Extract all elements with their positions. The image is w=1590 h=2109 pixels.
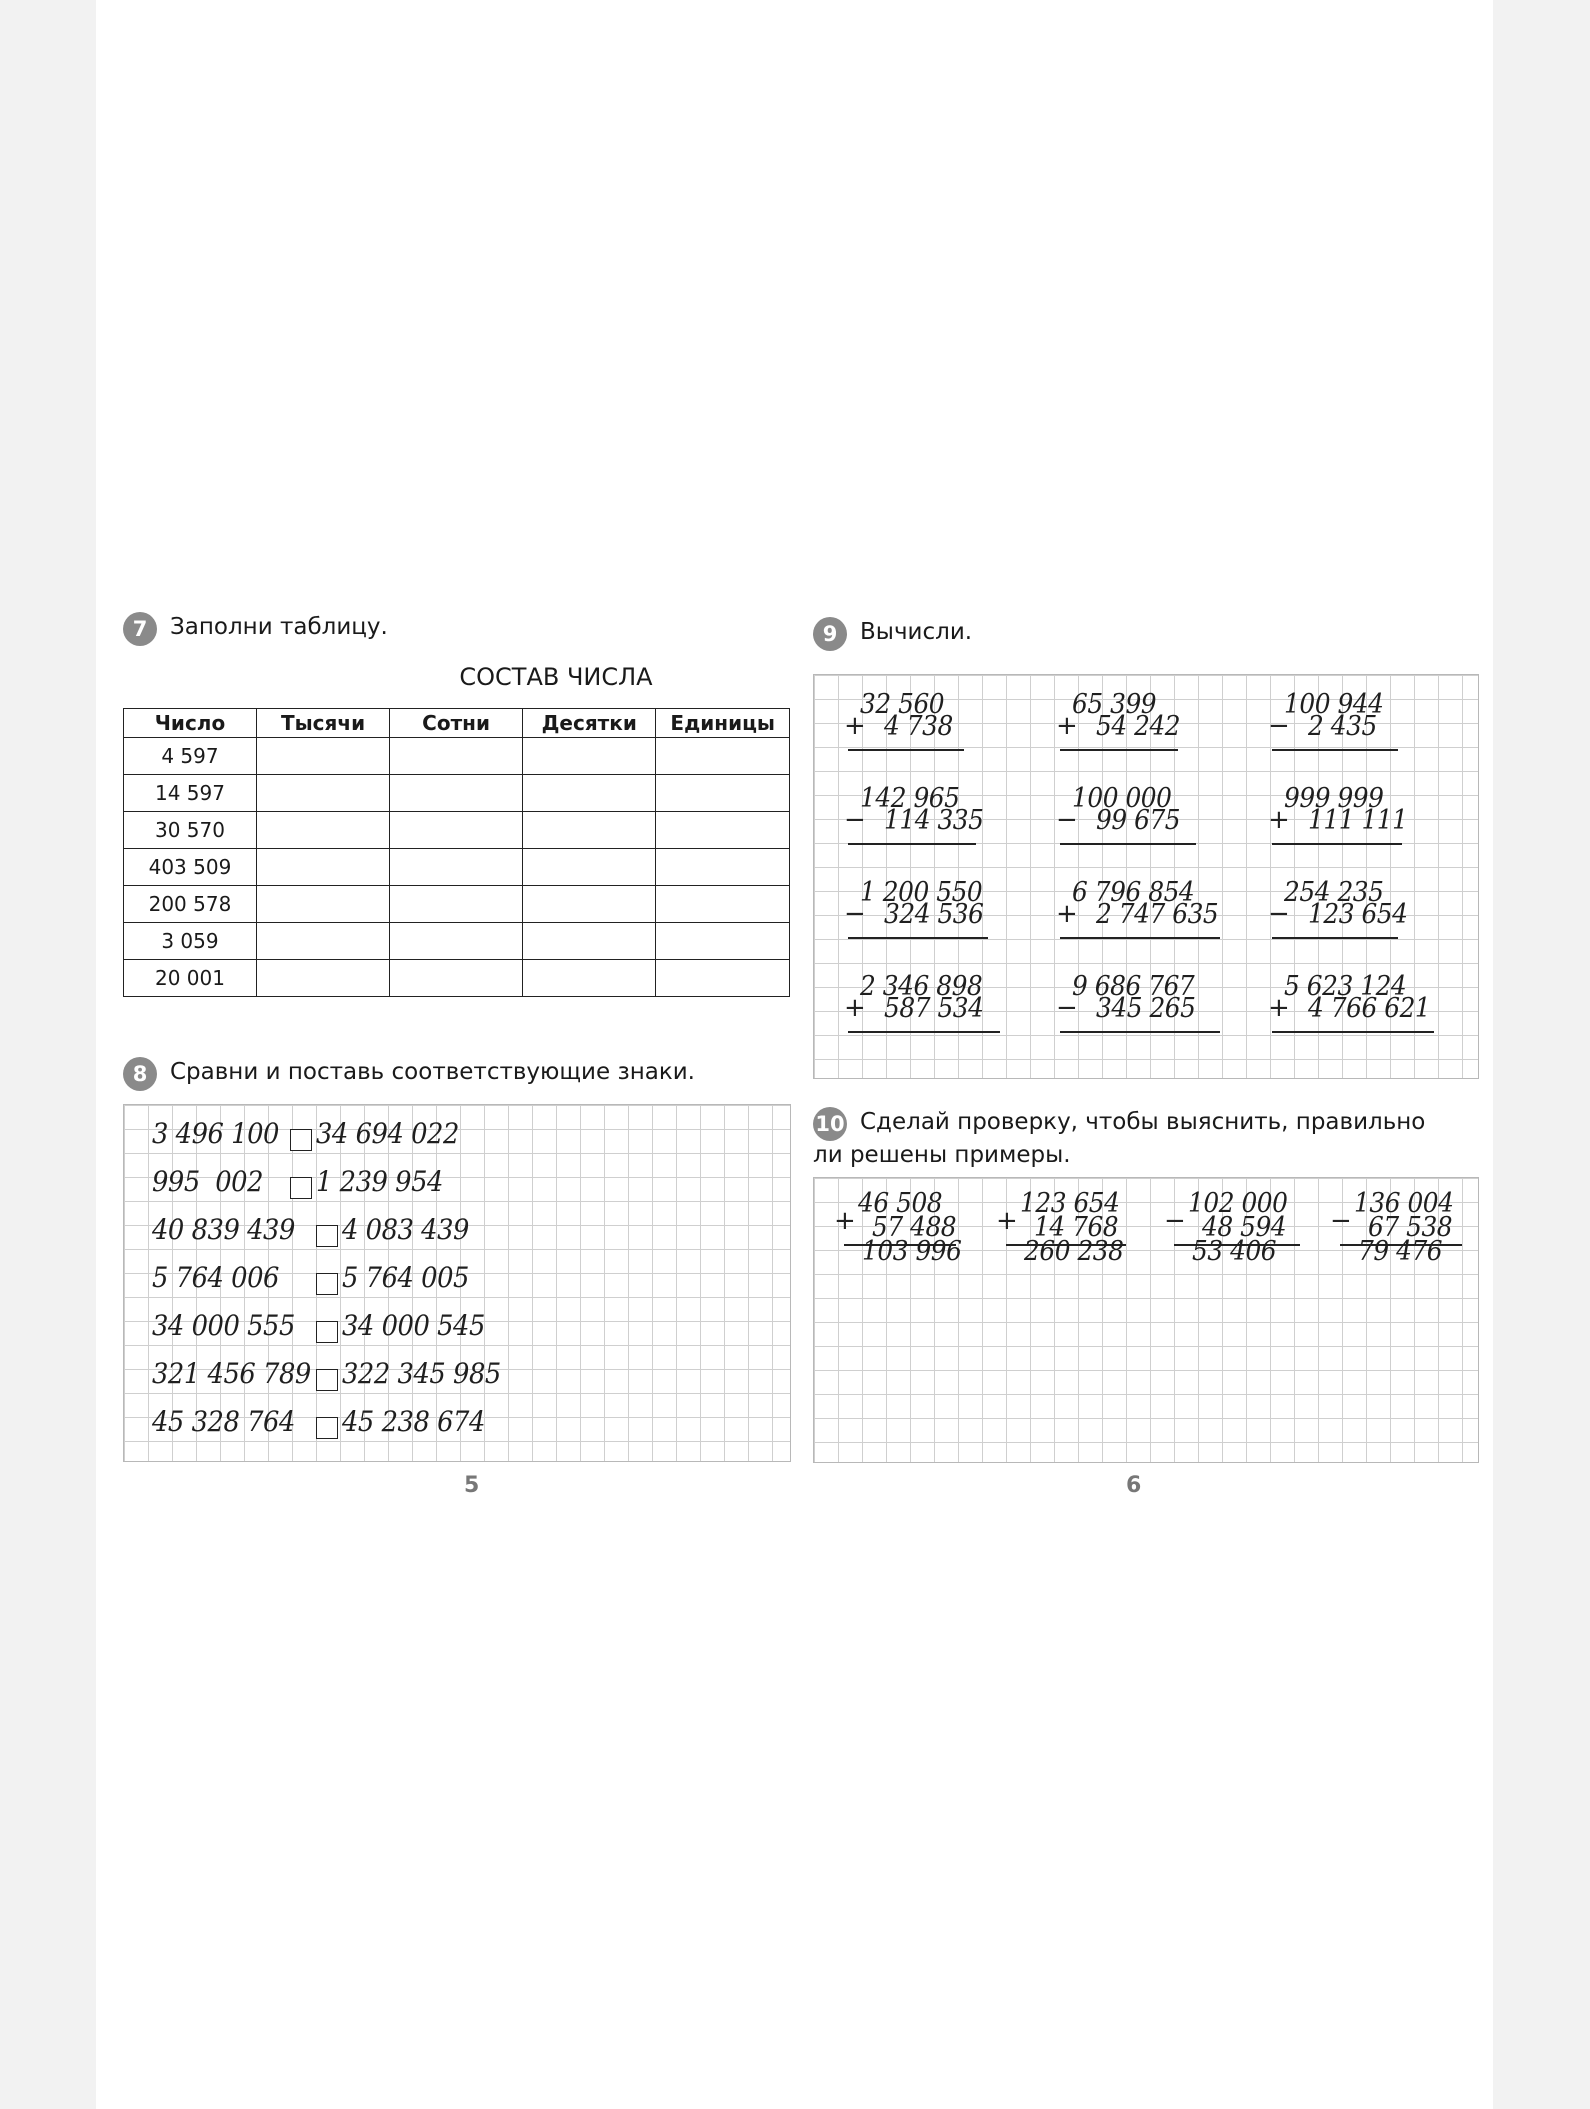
number-cell: 4 597 xyxy=(124,738,257,775)
operand-b: 67 538 xyxy=(1368,1212,1453,1243)
tens-cell[interactable] xyxy=(523,923,656,960)
task-9-instruction: Вычисли. xyxy=(860,619,973,645)
operand-b: 114 335 xyxy=(884,805,984,836)
task-9-grid xyxy=(813,674,1479,1079)
task-8-grid xyxy=(123,1104,791,1462)
result: 260 238 xyxy=(1024,1236,1124,1267)
comparison-sign-box[interactable] xyxy=(316,1417,338,1439)
column-problem xyxy=(1056,971,1226,1051)
header-number: Число xyxy=(124,709,257,738)
comparison-sign-box[interactable] xyxy=(316,1225,338,1247)
left-number: 321 456 789 xyxy=(152,1357,311,1390)
column-problem xyxy=(844,783,1014,863)
operation-sign: − xyxy=(844,805,866,835)
tens-cell[interactable] xyxy=(523,812,656,849)
header-hundreds: Сотни xyxy=(390,709,523,738)
task-10-instruction-line2: ли решены примеры. xyxy=(813,1142,1071,1168)
operand-a: 136 004 xyxy=(1354,1188,1454,1219)
operation-sign: − xyxy=(1056,805,1078,835)
column-problem xyxy=(844,877,1014,957)
operand-a: 2 346 898 xyxy=(860,971,983,1002)
result: 103 996 xyxy=(862,1236,962,1267)
answer-line xyxy=(848,749,964,751)
operation-sign: + xyxy=(1268,993,1290,1023)
hundreds-cell[interactable] xyxy=(390,775,523,812)
thousands-cell[interactable] xyxy=(256,775,389,812)
thousands-cell[interactable] xyxy=(256,886,389,923)
tens-cell[interactable] xyxy=(523,960,656,997)
workbook-page xyxy=(96,0,1493,2109)
right-number: 45 238 674 xyxy=(342,1405,485,1438)
tens-cell[interactable] xyxy=(523,738,656,775)
answer-line xyxy=(848,843,976,845)
task-9-number: 9 xyxy=(813,617,847,651)
answer-line xyxy=(1272,937,1398,939)
thousands-cell[interactable] xyxy=(256,738,389,775)
operation-sign: − xyxy=(1268,711,1290,741)
column-problem xyxy=(1056,877,1226,957)
operand-b: 111 111 xyxy=(1308,805,1408,836)
task-7-number: 7 xyxy=(123,612,157,646)
right-number: 34 694 022 xyxy=(316,1117,459,1150)
operation-sign: + xyxy=(1056,711,1078,741)
table-row xyxy=(124,960,790,997)
left-number: 3 496 100 xyxy=(152,1117,279,1150)
answer-line xyxy=(1060,1031,1220,1033)
operation-sign: + xyxy=(844,711,866,741)
units-cell[interactable] xyxy=(656,886,790,923)
check-problem xyxy=(834,1188,984,1292)
answer-line xyxy=(1272,843,1402,845)
number-cell: 3 059 xyxy=(124,923,257,960)
number-cell: 30 570 xyxy=(124,812,257,849)
right-number: 4 083 439 xyxy=(342,1213,469,1246)
table-row xyxy=(124,849,790,886)
hundreds-cell[interactable] xyxy=(390,923,523,960)
operation-sign: − xyxy=(1164,1206,1186,1236)
operand-b: 587 534 xyxy=(884,993,984,1024)
answer-line xyxy=(1060,749,1178,751)
thousands-cell[interactable] xyxy=(256,849,389,886)
operation-sign: + xyxy=(1056,899,1078,929)
column-problem xyxy=(844,689,1014,769)
comparison-sign-box[interactable] xyxy=(316,1321,338,1343)
answer-line xyxy=(848,1031,1000,1033)
task-8-number: 8 xyxy=(123,1057,157,1091)
header-tens: Десятки xyxy=(523,709,656,738)
operand-b: 99 675 xyxy=(1096,805,1181,836)
header-thousands: Тысячи xyxy=(256,709,389,738)
operand-b: 4 738 xyxy=(884,711,953,742)
task-10-number: 10 xyxy=(813,1107,847,1141)
left-number: 34 000 555 xyxy=(152,1309,295,1342)
column-problem xyxy=(1056,689,1226,769)
operand-b: 4 766 621 xyxy=(1308,993,1431,1024)
operand-a: 6 796 854 xyxy=(1072,877,1195,908)
column-problem xyxy=(1268,877,1438,957)
number-cell: 14 597 xyxy=(124,775,257,812)
units-cell[interactable] xyxy=(656,849,790,886)
task-8-instruction: Сравни и поставь соответствующие знаки. xyxy=(170,1059,695,1085)
operand-a: 1 200 550 xyxy=(860,877,983,908)
number-cell: 20 001 xyxy=(124,960,257,997)
operand-b: 57 488 xyxy=(872,1212,957,1243)
operand-a: 999 999 xyxy=(1284,783,1384,814)
result: 53 406 xyxy=(1192,1236,1277,1267)
table-row xyxy=(124,775,790,812)
left-number: 5 764 006 xyxy=(152,1261,279,1294)
column-problem xyxy=(1268,689,1438,769)
tens-cell[interactable] xyxy=(523,775,656,812)
comparison-sign-box[interactable] xyxy=(290,1177,312,1199)
right-number: 322 345 985 xyxy=(342,1357,501,1390)
operand-a: 9 686 767 xyxy=(1072,971,1195,1002)
operand-b: 123 654 xyxy=(1308,899,1408,930)
units-cell[interactable] xyxy=(656,960,790,997)
answer-line xyxy=(848,937,988,939)
result: 79 476 xyxy=(1358,1236,1443,1267)
number-composition-table xyxy=(123,708,790,997)
operation-sign: + xyxy=(844,993,866,1023)
operand-b: 345 265 xyxy=(1096,993,1196,1024)
header-units: Единицы xyxy=(656,709,790,738)
hundreds-cell[interactable] xyxy=(390,960,523,997)
operation-sign: + xyxy=(1268,805,1290,835)
answer-line xyxy=(1060,937,1220,939)
table-header-row xyxy=(124,709,790,738)
operation-sign: − xyxy=(1330,1206,1352,1236)
tens-cell[interactable] xyxy=(523,849,656,886)
table-row xyxy=(124,886,790,923)
check-problem xyxy=(996,1188,1146,1292)
units-cell[interactable] xyxy=(656,775,790,812)
answer-line xyxy=(1272,749,1398,751)
comparison-sign-box[interactable] xyxy=(316,1273,338,1295)
thousands-cell[interactable] xyxy=(256,923,389,960)
tens-cell[interactable] xyxy=(523,886,656,923)
thousands-cell[interactable] xyxy=(256,812,389,849)
operand-a: 65 399 xyxy=(1072,689,1157,720)
hundreds-cell[interactable] xyxy=(390,738,523,775)
units-cell[interactable] xyxy=(656,738,790,775)
thousands-cell[interactable] xyxy=(256,960,389,997)
operand-a: 46 508 xyxy=(858,1188,943,1219)
operand-a: 102 000 xyxy=(1188,1188,1288,1219)
hundreds-cell[interactable] xyxy=(390,886,523,923)
operand-a: 5 623 124 xyxy=(1284,971,1407,1002)
comparison-sign-box[interactable] xyxy=(290,1129,312,1151)
answer-line xyxy=(1060,843,1196,845)
operand-b: 2 747 635 xyxy=(1096,899,1219,930)
operation-sign: + xyxy=(996,1206,1018,1236)
left-number: 40 839 439 xyxy=(152,1213,295,1246)
task-10-instruction-line1: Сделай проверку, чтобы выяснить, правильно xyxy=(860,1109,1426,1135)
column-problem xyxy=(844,971,1014,1051)
operand-a: 123 654 xyxy=(1020,1188,1120,1219)
page-number-right: 6 xyxy=(1126,1473,1142,1498)
table-row xyxy=(124,738,790,775)
column-problem xyxy=(1268,971,1438,1051)
right-number: 34 000 545 xyxy=(342,1309,485,1342)
operation-sign: + xyxy=(834,1206,856,1236)
page-number-left: 5 xyxy=(464,1473,480,1498)
check-problem xyxy=(1330,1188,1480,1292)
number-cell: 403 509 xyxy=(124,849,257,886)
comparison-sign-box[interactable] xyxy=(316,1369,338,1391)
units-cell[interactable] xyxy=(656,812,790,849)
table-title: СОСТАВ ЧИСЛА xyxy=(459,663,653,691)
left-number: 45 328 764 xyxy=(152,1405,295,1438)
answer-line xyxy=(1272,1031,1434,1033)
operand-b: 2 435 xyxy=(1308,711,1377,742)
operation-sign: − xyxy=(1056,993,1078,1023)
operand-b: 54 242 xyxy=(1096,711,1181,742)
operand-a: 100 000 xyxy=(1072,783,1172,814)
units-cell[interactable] xyxy=(656,923,790,960)
operation-sign: − xyxy=(844,899,866,929)
operand-b: 14 768 xyxy=(1034,1212,1119,1243)
check-problem xyxy=(1164,1188,1314,1292)
task-10-grid xyxy=(813,1177,1479,1463)
operand-a: 100 944 xyxy=(1284,689,1384,720)
operand-a: 32 560 xyxy=(860,689,945,720)
operand-b: 324 536 xyxy=(884,899,984,930)
right-number: 1 239 954 xyxy=(316,1165,443,1198)
operation-sign: − xyxy=(1268,899,1290,929)
operand-b: 48 594 xyxy=(1202,1212,1287,1243)
operand-a: 142 965 xyxy=(860,783,960,814)
operand-a: 254 235 xyxy=(1284,877,1384,908)
column-problem xyxy=(1056,783,1226,863)
left-number: 995 002 xyxy=(152,1165,264,1198)
task-7-instruction: Заполни таблицу. xyxy=(170,614,388,640)
number-cell: 200 578 xyxy=(124,886,257,923)
table-row xyxy=(124,812,790,849)
hundreds-cell[interactable] xyxy=(390,849,523,886)
table-row xyxy=(124,923,790,960)
right-number: 5 764 005 xyxy=(342,1261,469,1294)
column-problem xyxy=(1268,783,1438,863)
hundreds-cell[interactable] xyxy=(390,812,523,849)
